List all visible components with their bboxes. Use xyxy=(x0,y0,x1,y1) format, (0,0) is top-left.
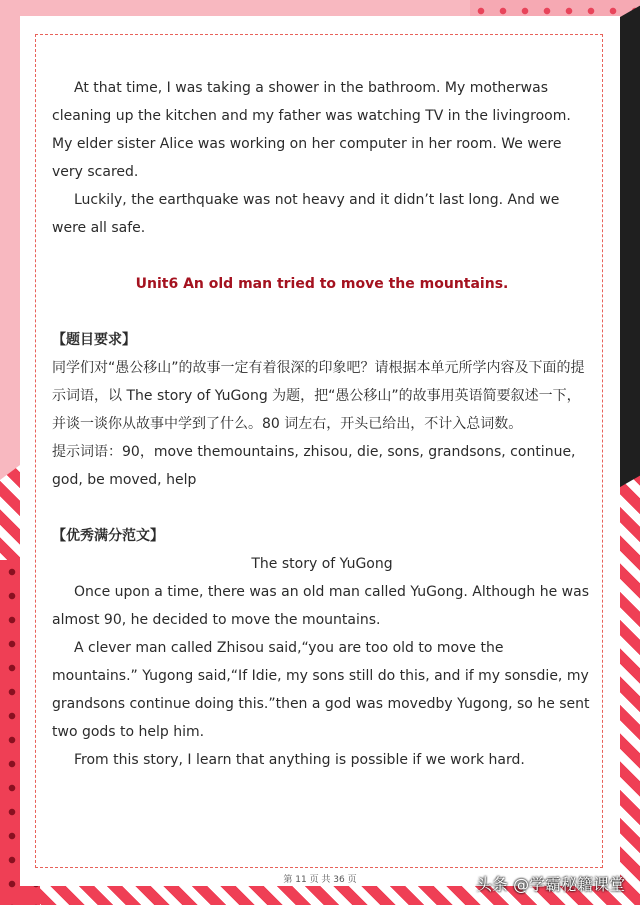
unit-title: Unit6 An old man tried to move the mountains. xyxy=(135,276,509,292)
essay-heading: 【优秀满分范文】 xyxy=(52,528,164,544)
essay-paragraph: Once upon a time, there was an old man called YuGong. Although he was almost 90, he decided to move the mountains. xyxy=(52,584,589,628)
requirement-hints: 提示词语：90，move themountains, zhisou, die, sons, grandsons, continue, god, be moved, help xyxy=(52,444,576,488)
paragraph: Luckily, the earthquake was not heavy and it didn’t last long. And we were all safe. xyxy=(52,192,560,236)
essay-title: The story of YuGong xyxy=(251,556,393,572)
requirement-body: 同学们对“愚公移山”的故事一定有着很深的印象吧？请根据本单元所学内容及下面的提示词语，以 The story of YuGong 为题，把“愚公移山”的故事用英语简要叙述一下，并谈一谈你从故事中学到了什么。80 词左右，开头已给出，不计入总词数。 xyxy=(52,360,585,432)
document-page xyxy=(20,16,620,886)
page-footer: 第 11 页 共 36 页 xyxy=(283,875,357,885)
essay-paragraph: From this story, I learn that anything is possible if we work hard. xyxy=(74,752,525,768)
watermark: 头条 @学霸秘籍课堂 xyxy=(476,875,626,894)
requirement-heading: 【题目要求】 xyxy=(52,332,136,348)
essay-paragraph: A clever man called Zhisou said,“you are too old to move the mountains.” Yugong said,“If Idie, my sons still do this, and if my sonsdie, my grandsons continue doing this.”then a god was movedby Yugong, so he sent two gods to help him. xyxy=(52,640,590,740)
paragraph: At that time, I was taking a shower in the bathroom. My motherwas cleaning up the kitchen and my father was watching TV in the livingroom. My elder sister Alice was working on her computer in her room. We were very scared. xyxy=(52,80,571,180)
page-content xyxy=(52,74,592,774)
